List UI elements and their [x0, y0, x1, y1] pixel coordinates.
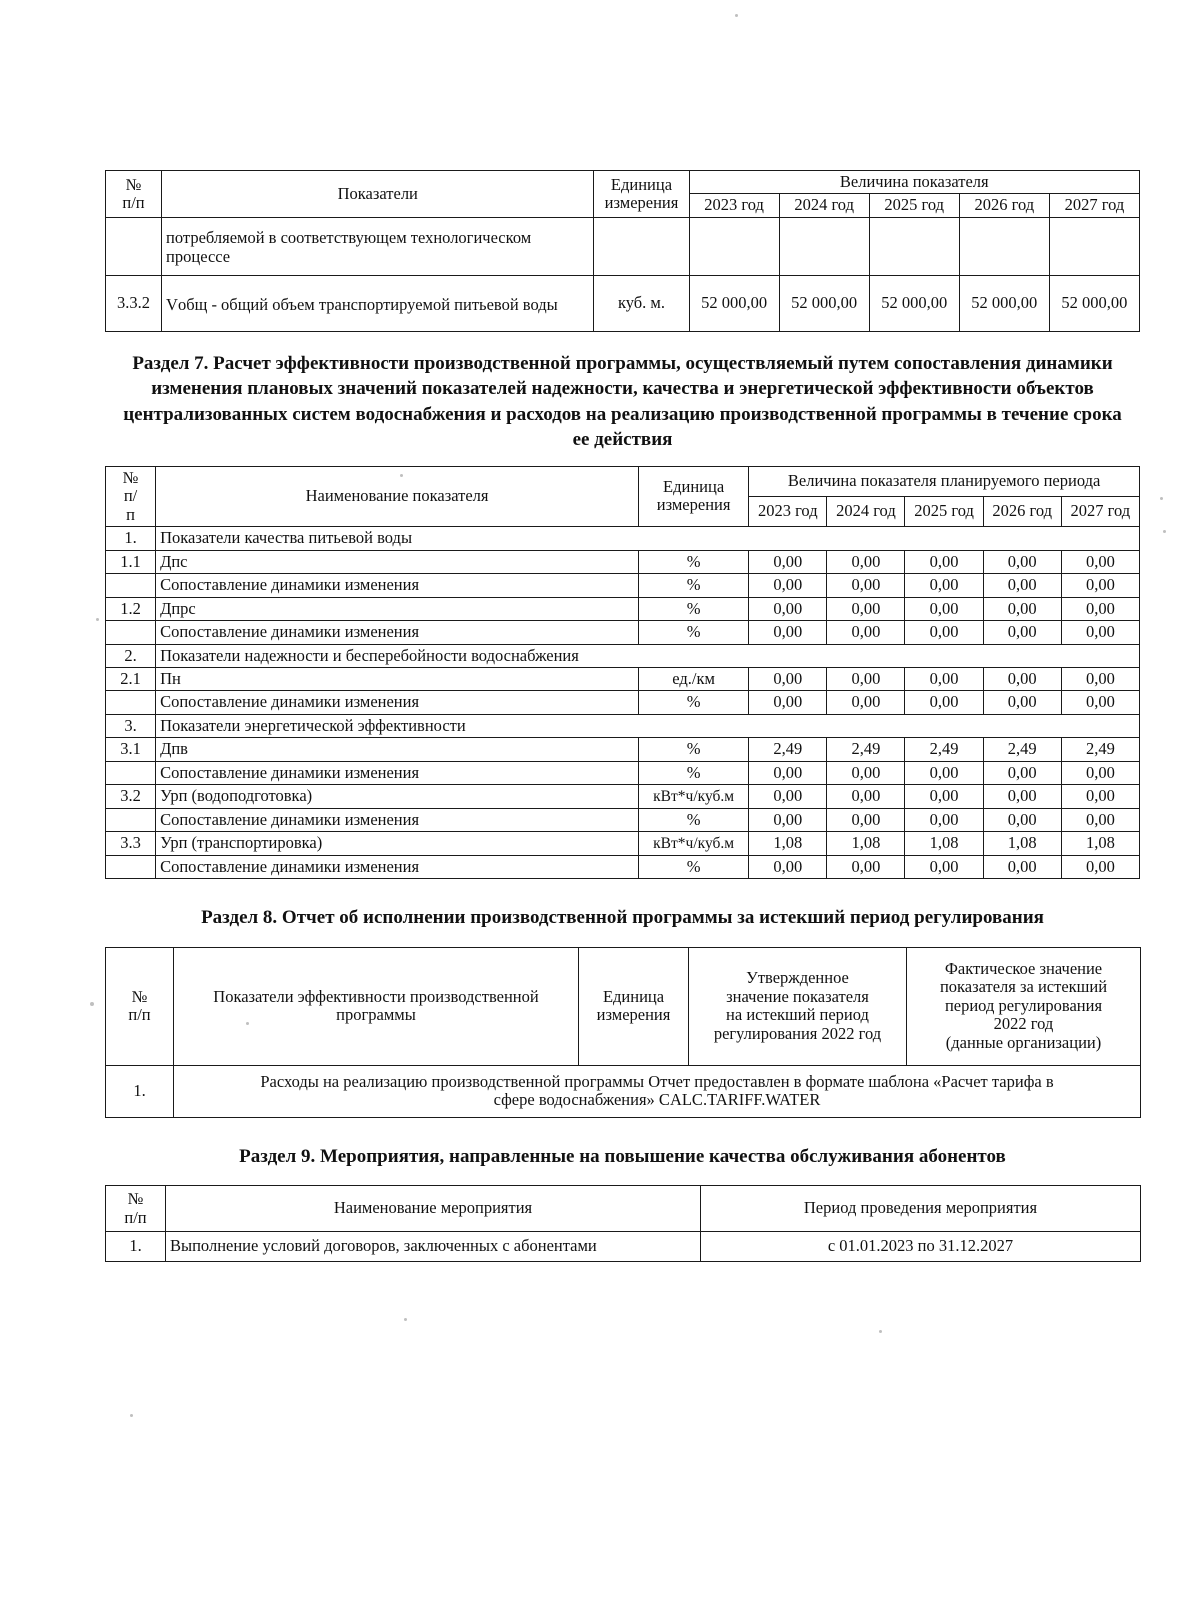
table-row: [106, 597, 1140, 620]
cell-group-title: Показатели качества питьевой воды: [156, 527, 1140, 550]
cell-value-2023: 0,00: [749, 667, 827, 690]
table-header-row: [106, 466, 1140, 496]
cell-indicator-name: потребляемой в соответствующем технологическом процессе: [162, 217, 594, 275]
scan-speck: [735, 14, 738, 17]
scan-speck: [879, 1330, 882, 1333]
cell-indicator-name: Урп (транспортировка): [156, 832, 639, 855]
document-body: [105, 170, 1140, 1262]
cell-value-2027: 2,49: [1061, 738, 1139, 761]
cell-value-2025: 1,08: [905, 832, 983, 855]
header-approved-value: Утвержденное значение показателя на истекший период регулирования 2022 год: [689, 947, 907, 1065]
cell-indicator-name: Дпс: [156, 550, 639, 573]
cell-value-2023: 1,08: [749, 832, 827, 855]
header-unit: Единица измерения: [639, 466, 749, 526]
table-section-9: [105, 1185, 1141, 1262]
header-year-2027: 2027 год: [1061, 496, 1139, 526]
cell-row-number: 3.3.2: [106, 275, 162, 331]
cell-value-2027: 0,00: [1061, 691, 1139, 714]
cell-value-2024: 0,00: [827, 785, 905, 808]
cell-indicator-name: Сопоставление динамики изменения: [156, 691, 639, 714]
cell-value-2025: 52 000,00: [869, 275, 959, 331]
header-unit: Единица измерения: [579, 947, 689, 1065]
header-year-2023: 2023 год: [689, 194, 779, 217]
cell-value-2025: [869, 217, 959, 275]
cell-value-2024: 0,00: [827, 855, 905, 878]
header-year-2025: 2025 год: [869, 194, 959, 217]
cell-value-2024: 52 000,00: [779, 275, 869, 331]
table-section-8: [105, 947, 1141, 1118]
table-row: [106, 574, 1140, 597]
cell-value-2023: 0,00: [749, 550, 827, 573]
cell-value-2027: 0,00: [1061, 621, 1139, 644]
section-9-heading: Раздел 9. Мероприятия, направленные на повышение качества обслуживания абонентов: [239, 1145, 1006, 1167]
table-row: [106, 550, 1140, 573]
table-section-7: [105, 466, 1140, 879]
cell-value-2023: 0,00: [749, 621, 827, 644]
cell-measure-name: Выполнение условий договоров, заключенных с абонентами: [166, 1232, 701, 1262]
header-year-2024: 2024 год: [779, 194, 869, 217]
cell-value-2024: [779, 217, 869, 275]
cell-value-2027: 52 000,00: [1049, 275, 1139, 331]
table-row: [106, 1065, 1141, 1117]
cell-group-title: Показатели надежности и бесперебойности водоснабжения: [156, 644, 1140, 667]
cell-value-2026: 0,00: [983, 855, 1061, 878]
cell-unit: %: [639, 761, 749, 784]
cell-value-2027: 0,00: [1061, 667, 1139, 690]
cell-value-2025: 0,00: [905, 761, 983, 784]
cell-value-2024: 0,00: [827, 550, 905, 573]
cell-row-number: 3.: [106, 714, 156, 737]
cell-value-2024: 2,49: [827, 738, 905, 761]
cell-indicator-name: Сопоставление динамики изменения: [156, 621, 639, 644]
table-row: [106, 667, 1140, 690]
cell-indicator-name: Пн: [156, 667, 639, 690]
cell-row-number: 1.: [106, 1065, 174, 1117]
header-year-2025: 2025 год: [905, 496, 983, 526]
cell-row-number: [106, 691, 156, 714]
cell-value-2027: [1049, 217, 1139, 275]
cell-value-2025: 0,00: [905, 855, 983, 878]
cell-unit: [594, 217, 689, 275]
header-unit: Единица измерения: [594, 171, 689, 218]
cell-indicator-name: Vобщ - общий объем транспортируемой питьевой воды: [162, 275, 594, 331]
scan-speck: [90, 1002, 94, 1006]
table-row: [106, 761, 1140, 784]
cell-report-text: Расходы на реализацию производственной программы Отчет предоставлен в формате шаблона «Расчет тарифа в сфере водоснабжения» CALC.TARIFF.WATER: [174, 1065, 1141, 1117]
cell-value-2027: 0,00: [1061, 808, 1139, 831]
cell-value-2027: 0,00: [1061, 597, 1139, 620]
cell-row-number: 2.1: [106, 667, 156, 690]
cell-value-2027: 0,00: [1061, 574, 1139, 597]
cell-unit: %: [639, 597, 749, 620]
cell-unit: %: [639, 550, 749, 573]
cell-row-number: [106, 761, 156, 784]
table-indicators-continued: [105, 170, 1140, 332]
cell-value-2023: 0,00: [749, 597, 827, 620]
header-indicator: Показатели эффективности производственной программы: [174, 947, 579, 1065]
cell-indicator-name: Дпв: [156, 738, 639, 761]
cell-row-number: [106, 855, 156, 878]
cell-unit: %: [639, 574, 749, 597]
cell-row-number: 1.: [106, 527, 156, 550]
cell-row-number: 2.: [106, 644, 156, 667]
scan-speck: [1163, 530, 1166, 533]
cell-indicator-name: Сопоставление динамики изменения: [156, 808, 639, 831]
cell-measure-period: с 01.01.2023 по 31.12.2027: [701, 1232, 1141, 1262]
section-8-heading: Раздел 8. Отчет об исполнении производственной программы за истекший период регулирования: [201, 907, 1044, 929]
cell-value-2025: 2,49: [905, 738, 983, 761]
cell-value-2026: 0,00: [983, 597, 1061, 620]
header-row-number: № п/п: [106, 171, 162, 218]
cell-unit: %: [639, 738, 749, 761]
header-indicator: Наименование показателя: [156, 466, 639, 526]
header-indicator: Показатели: [162, 171, 594, 218]
scan-speck: [96, 618, 99, 621]
cell-unit: кВт*ч/куб.м: [639, 785, 749, 808]
cell-indicator-name: Сопоставление динамики изменения: [156, 855, 639, 878]
cell-group-title: Показатели энергетической эффективности: [156, 714, 1140, 737]
header-measure-name: Наименование мероприятия: [166, 1186, 701, 1232]
cell-unit: куб. м.: [594, 275, 689, 331]
cell-value-2025: 0,00: [905, 691, 983, 714]
cell-value-2023: 2,49: [749, 738, 827, 761]
cell-unit: %: [639, 855, 749, 878]
cell-value-2026: 0,00: [983, 574, 1061, 597]
cell-value-2026: 1,08: [983, 832, 1061, 855]
cell-value-2026: 0,00: [983, 667, 1061, 690]
cell-value-2025: 0,00: [905, 574, 983, 597]
scan-speck: [130, 1414, 133, 1417]
cell-row-number: [106, 808, 156, 831]
cell-indicator-name: Сопоставление динамики изменения: [156, 574, 639, 597]
cell-unit: %: [639, 691, 749, 714]
cell-value-2025: 0,00: [905, 667, 983, 690]
table-row: [106, 691, 1140, 714]
cell-value-2023: 0,00: [749, 785, 827, 808]
cell-unit: кВт*ч/куб.м: [639, 832, 749, 855]
cell-value-2025: 0,00: [905, 550, 983, 573]
cell-value-2025: 0,00: [905, 808, 983, 831]
table-row: [106, 855, 1140, 878]
cell-value-2027: 0,00: [1061, 785, 1139, 808]
header-year-2027: 2027 год: [1049, 194, 1139, 217]
cell-row-number: 3.3: [106, 832, 156, 855]
header-value-group: Величина показателя планируемого периода: [749, 466, 1140, 496]
cell-value-2026: 0,00: [983, 550, 1061, 573]
table-row-group: [106, 644, 1140, 667]
table-row: [106, 785, 1140, 808]
table-row: [106, 275, 1140, 331]
table-row: [106, 808, 1140, 831]
cell-unit: %: [639, 808, 749, 831]
cell-value-2026: 0,00: [983, 621, 1061, 644]
cell-value-2027: 0,00: [1061, 855, 1139, 878]
header-year-2023: 2023 год: [749, 496, 827, 526]
cell-value-2024: 0,00: [827, 621, 905, 644]
cell-value-2023: 0,00: [749, 855, 827, 878]
cell-value-2024: 0,00: [827, 761, 905, 784]
cell-value-2023: [689, 217, 779, 275]
table-header-row: [106, 1186, 1141, 1232]
cell-value-2027: 0,00: [1061, 761, 1139, 784]
cell-row-number: 1.: [106, 1232, 166, 1262]
header-year-2026: 2026 год: [983, 496, 1061, 526]
table-row-group: [106, 527, 1140, 550]
header-measure-period: Период проведения мероприятия: [701, 1186, 1141, 1232]
table-header-row: [106, 171, 1140, 194]
cell-value-2026: 0,00: [983, 761, 1061, 784]
cell-row-number: 1.1: [106, 550, 156, 573]
cell-value-2025: 0,00: [905, 621, 983, 644]
header-year-2024: 2024 год: [827, 496, 905, 526]
cell-value-2024: 0,00: [827, 808, 905, 831]
cell-value-2023: 0,00: [749, 691, 827, 714]
table-row: [106, 738, 1140, 761]
cell-indicator-name: Сопоставление динамики изменения: [156, 761, 639, 784]
header-row-number: № п/ п: [106, 466, 156, 526]
table-row-group: [106, 714, 1140, 737]
cell-value-2024: 0,00: [827, 691, 905, 714]
cell-value-2023: 0,00: [749, 808, 827, 831]
table-row: [106, 832, 1140, 855]
header-row-number: № п/п: [106, 1186, 166, 1232]
cell-indicator-name: Дпрс: [156, 597, 639, 620]
cell-value-2024: 0,00: [827, 597, 905, 620]
cell-value-2026: 52 000,00: [959, 275, 1049, 331]
cell-indicator-name: Урп (водоподготовка): [156, 785, 639, 808]
cell-value-2024: 1,08: [827, 832, 905, 855]
cell-value-2024: 0,00: [827, 574, 905, 597]
cell-unit: ед./км: [639, 667, 749, 690]
header-actual-value: Фактическое значение показателя за истекший период регулирования 2022 год (данные организации): [907, 947, 1141, 1065]
scan-speck: [1160, 497, 1163, 500]
cell-row-number: 3.1: [106, 738, 156, 761]
table-row: [106, 1232, 1141, 1262]
cell-value-2027: 0,00: [1061, 550, 1139, 573]
cell-row-number: 3.2: [106, 785, 156, 808]
header-row-number: № п/п: [106, 947, 174, 1065]
table-row: [106, 621, 1140, 644]
table-header-row: [106, 947, 1141, 1065]
cell-value-2027: 1,08: [1061, 832, 1139, 855]
cell-value-2026: 0,00: [983, 691, 1061, 714]
section-7-heading: Раздел 7. Расчет эффективности производственной программы, осуществляемый путем сопоставления динамики изменения плановых значений показателей надежности, качества и энергетической эффективности объектов централизованных систем водоснабжения и расходов на реализацию производственной программы в течение срока ее действия: [123, 352, 1122, 451]
cell-row-number: [106, 574, 156, 597]
cell-row-number: [106, 217, 162, 275]
header-year-2026: 2026 год: [959, 194, 1049, 217]
cell-value-2025: 0,00: [905, 597, 983, 620]
table-row: [106, 217, 1140, 275]
cell-value-2023: 52 000,00: [689, 275, 779, 331]
scan-speck: [404, 1318, 407, 1321]
cell-value-2023: 0,00: [749, 761, 827, 784]
cell-unit: %: [639, 621, 749, 644]
cell-value-2026: [959, 217, 1049, 275]
cell-value-2026: 0,00: [983, 785, 1061, 808]
cell-value-2023: 0,00: [749, 574, 827, 597]
cell-value-2026: 0,00: [983, 808, 1061, 831]
cell-row-number: 1.2: [106, 597, 156, 620]
cell-row-number: [106, 621, 156, 644]
cell-value-2025: 0,00: [905, 785, 983, 808]
cell-value-2024: 0,00: [827, 667, 905, 690]
header-value-group: Величина показателя: [689, 171, 1139, 194]
cell-value-2026: 2,49: [983, 738, 1061, 761]
table-section-7-body: [106, 527, 1140, 879]
